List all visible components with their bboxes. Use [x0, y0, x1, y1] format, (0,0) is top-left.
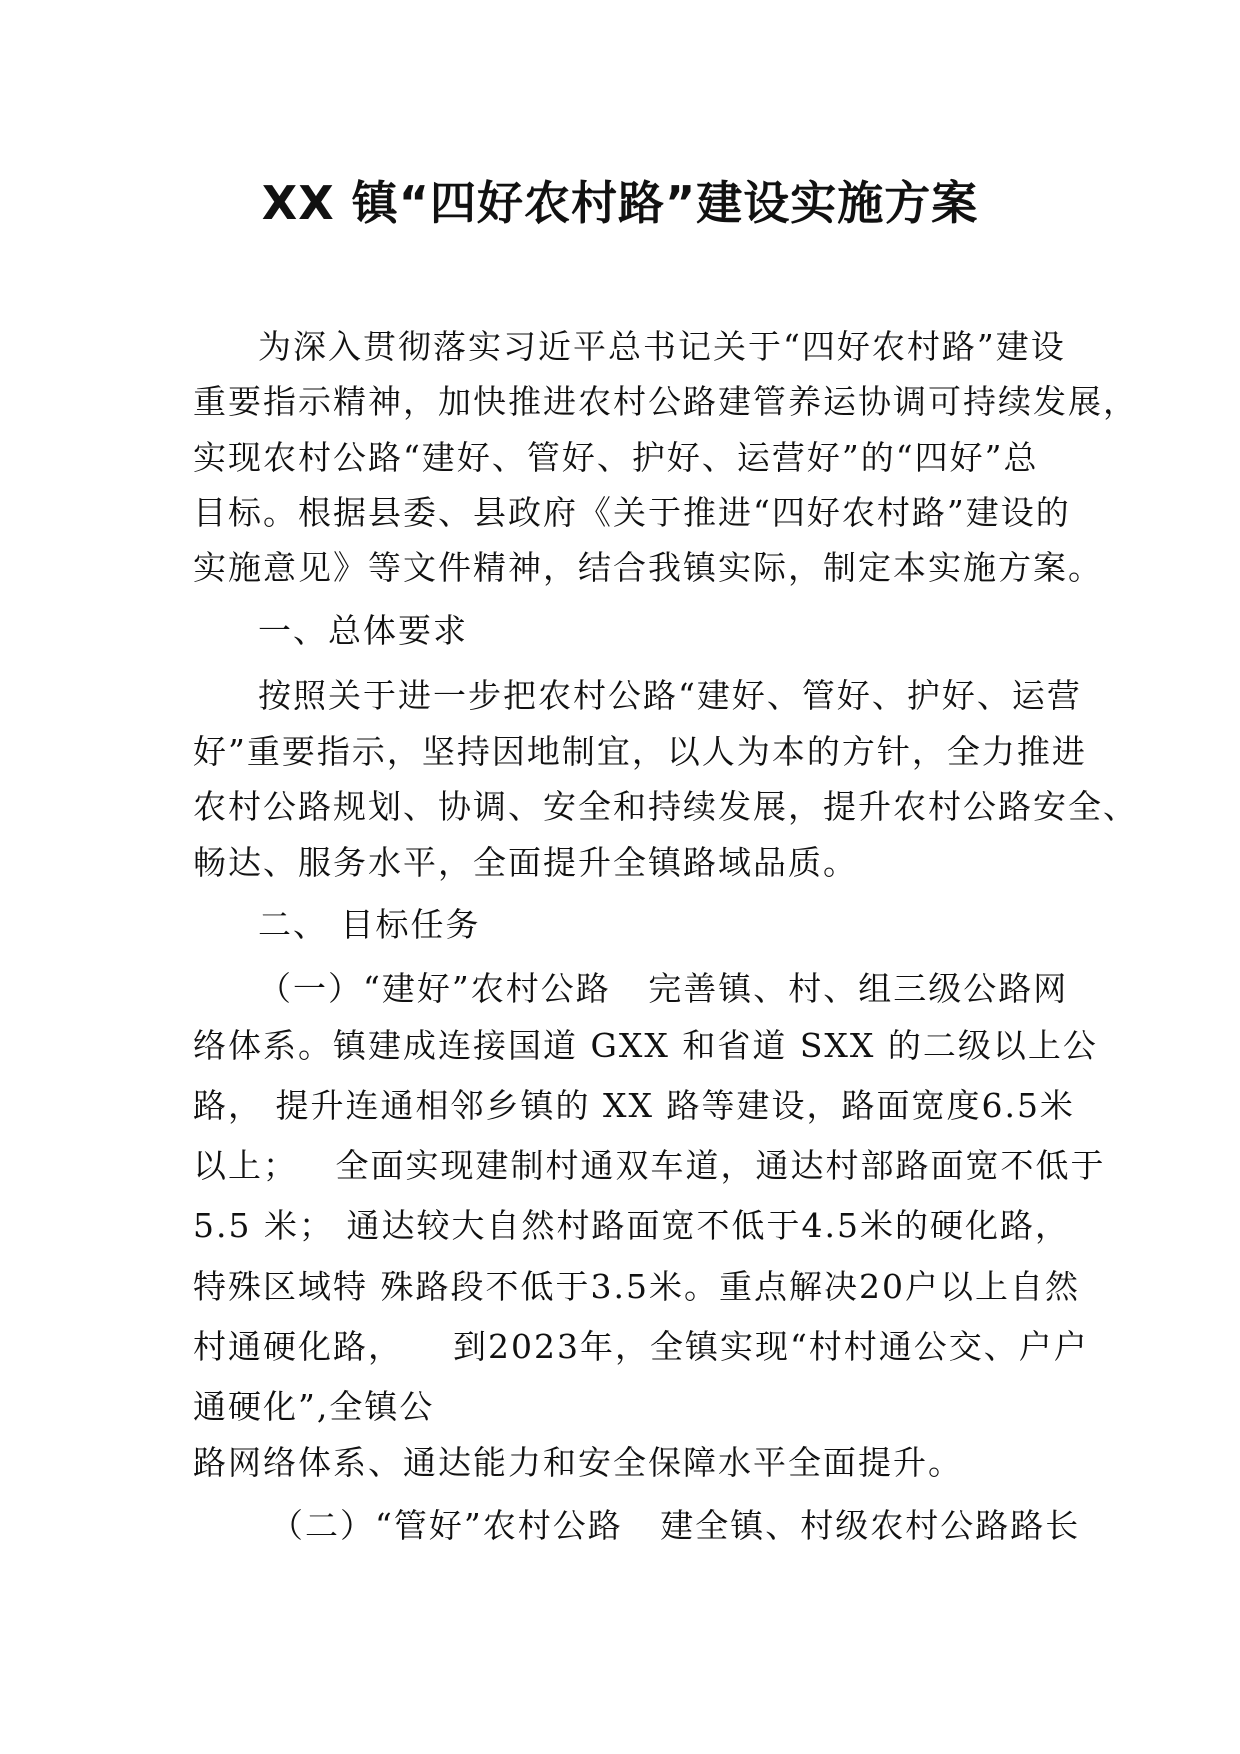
document-title: XX 镇“四好农村路”建设实施方案	[261, 176, 979, 230]
build-section-paragraph-line: 络体系。镇建成连接国道 GXX 和省道 SXX 的二级以上公	[193, 1026, 1098, 1065]
build-section-paragraph-line: 以上； 全面实现建制村通双车道，通达村部路面宽不低于	[193, 1146, 1106, 1185]
manage-section-paragraph-line: （二）“管好”农村公路 建全镇、村级农村公路路长	[270, 1506, 1081, 1545]
intro-paragraph-line: 重要指示精神，加快推进农村公路建管养运协调可持续发展，	[193, 382, 1138, 421]
section-heading-overall-requirements: 一、总体要求	[258, 611, 468, 650]
requirements-paragraph-line: 畅达、服务水平，全面提升全镇路域品质。	[193, 843, 858, 882]
intro-paragraph-line: 目标。根据县委、县政府《关于推进“四好农村路”建设的	[193, 493, 1071, 532]
intro-paragraph-line: 实现农村公路“建好、管好、护好、运营好”的“四好”总	[193, 438, 1039, 477]
build-section-paragraph-line: 路网络体系、通达能力和安全保障水平全面提升。	[193, 1443, 963, 1482]
intro-paragraph-line: 为深入贯彻落实习近平总书记关于“四好农村路”建设	[258, 327, 1066, 366]
build-section-paragraph-line: 5.5 米； 通达较大自然村路面宽不低于4.5米的硬化路，	[193, 1206, 1070, 1245]
section-heading-goals-tasks: 二、 目标任务	[258, 905, 481, 944]
build-section-paragraph-line: 路， 提升连通相邻乡镇的 XX 路等建设，路面宽度6.5米	[193, 1086, 1075, 1125]
requirements-paragraph-line: 农村公路规划、协调、安全和持续发展，提升农村公路安全、	[193, 787, 1138, 826]
requirements-paragraph-line: 按照关于进一步把农村公路“建好、管好、护好、运营	[258, 676, 1082, 715]
build-section-paragraph-line: 特殊区域特 殊路段不低于3.5米。重点解决20户以上自然	[193, 1267, 1080, 1306]
intro-paragraph-line: 实施意见》等文件精神，结合我镇实际，制定本实施方案。	[193, 548, 1103, 587]
requirements-paragraph-line: 好”重要指示，坚持因地制宜，以人为本的方针，全力推进	[193, 732, 1087, 771]
build-section-paragraph-line: （一）“建好”农村公路 完善镇、村、组三级公路网	[258, 969, 1069, 1008]
build-section-paragraph-line: 村通硬化路， 到2023年，全镇实现“村村通公交、户户	[193, 1327, 1089, 1366]
build-section-paragraph-line: 通硬化”,全镇公	[193, 1387, 435, 1426]
